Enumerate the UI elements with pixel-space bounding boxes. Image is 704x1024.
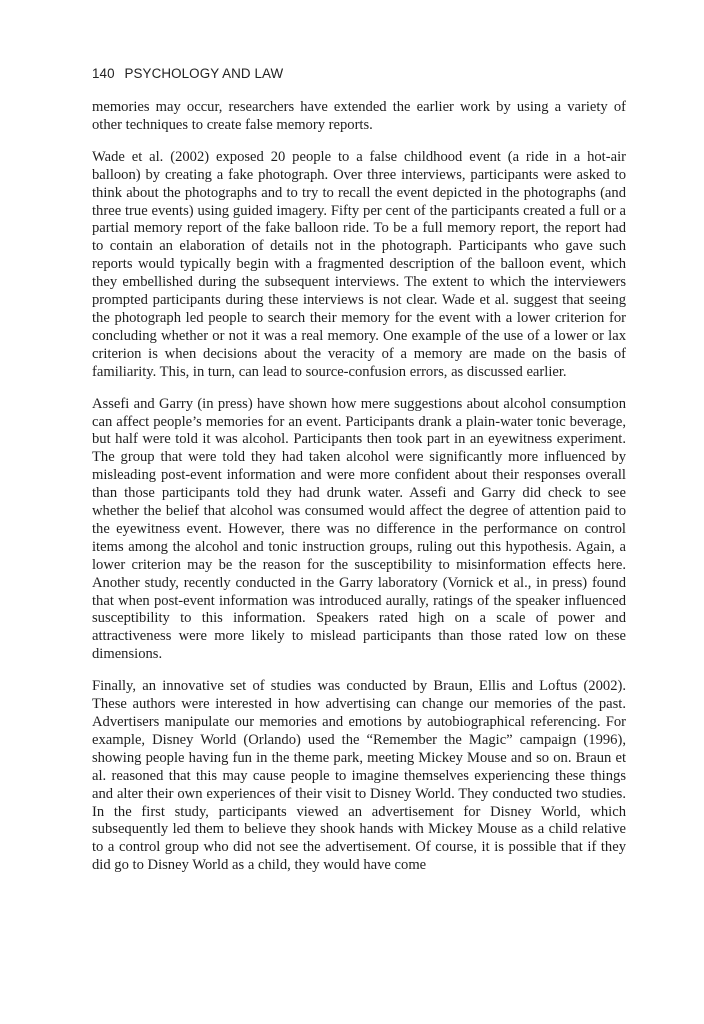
- paragraph-continuation: memories may occur, researchers have extended the earlier work by using a variety of other techniques to create false memory reports.: [92, 99, 626, 133]
- page-number: 140: [92, 66, 115, 81]
- running-head: [92, 66, 283, 81]
- body-text: [92, 99, 626, 875]
- paragraph-braun: Finally, an innovative set of studies was conducted by Braun, Ellis and Loftus (2002). These authors were interested in how advertising can change our memories of the past. Advertisers manipulate our memories and emotions by autobiographical referencing. For example, Disney World (Orlando) used the “Remember the Magic” campaign (1996), showing people having fun in the theme park, meeting Mickey Mouse and so on. Braun et al. reasoned that this may cause people to imagine themselves experiencing these things and alter their own experiences of their visit to Disney World. They conducted two studies. In the first study, participants viewed an advertisement for Disney World, which subsequently led them to believe they shook hands with Mickey Mouse as a child relative to a control group who did not see the advertisement. Of course, it is possible that if they did go to Disney World as a child, they would have come: [92, 678, 626, 874]
- paragraph-assefi-garry: Assefi and Garry (in press) have shown how mere suggestions about alcohol consumption can affect people’s memories for an event. Participants drank a plain-water tonic beverage, but half were told it was alcohol. Participants then took part in an eyewitness experiment. The group that were told they had taken alcohol were significantly more influenced by misleading post-event information and were more confident about their responses overall than those participants told they had drunk water. Assefi and Garry did check to see whether the belief that alcohol was consumed would affect the degree of attention paid to the eyewitness event. However, there was no difference in the performance on control items among the alcohol and tonic instruction groups, ruling out this hypothesis. Again, a lower criterion may be the reason for the susceptibility to misinformation effects here. Another study, recently conducted in the Garry laboratory (Vornick et al., in press) found that when post-event information was introduced aurally, ratings of the speaker influenced susceptibility to this information. Speakers rated high on a scale of power and attractiveness were more likely to mislead participants than those rated low on these dimensions.: [92, 395, 626, 663]
- paragraph-wade: Wade et al. (2002) exposed 20 people to a false childhood event (a ride in a hot-air balloon) by creating a fake photograph. Over three interviews, participants were asked to think about the photographs and to try to recall the event depicted in the photographs (and three true events) using guided imagery. Fifty per cent of the participants created a full or a partial memory report of the fake balloon ride. To be a full memory report, the report had to contain an elaboration of details not in the photograph. Participants who gave such reports would typically begin with a fragmented description of the balloon event, which they embellished during the subsequent interviews. The extent to which the interviewers prompted participants during these interviews is not clear. Wade et al. suggest that seeing the photograph led people to search their memory for the event with a lower criterion for concluding whether or not it was a real memory. One example of the use of a lower or lax criterion is when decisions about the veracity of a memory are made on the basis of familiarity. This, in turn, can lead to source-confusion errors, as discussed earlier.: [92, 148, 626, 380]
- running-title: PSYCHOLOGY AND LAW: [124, 66, 284, 81]
